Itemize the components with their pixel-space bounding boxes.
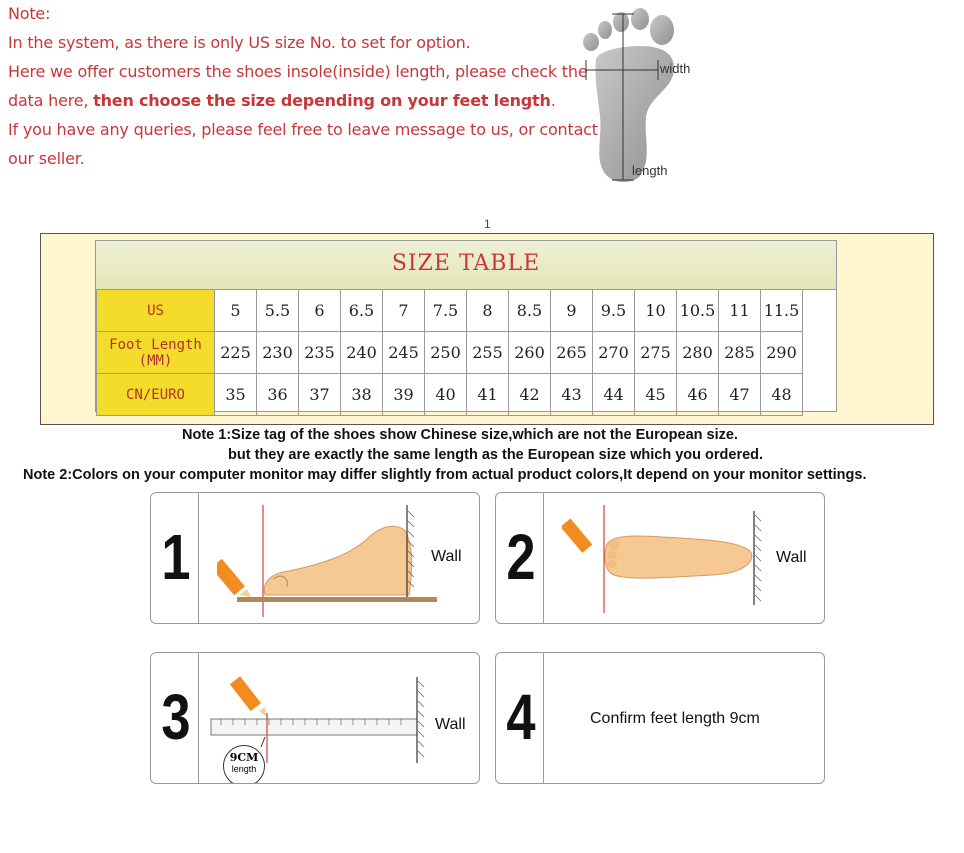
width-label: width [660, 61, 691, 76]
step-number: 1 [161, 521, 191, 593]
table-cell: 43 [551, 374, 593, 416]
table-cell: 280 [677, 332, 719, 374]
table-cell: 37 [299, 374, 341, 416]
step-panel-4 [495, 652, 825, 784]
note-heading: Note: [8, 4, 51, 23]
table-cell: 7.5 [425, 290, 467, 332]
table-cell: 245 [383, 332, 425, 374]
step-number: 4 [506, 681, 536, 753]
table-cell: 40 [425, 374, 467, 416]
note-line-3-regular: data here, [8, 91, 94, 110]
table-cell: 5 [215, 290, 257, 332]
note-line-3-end: . [550, 91, 556, 110]
length-badge-value: 9CM [229, 751, 259, 764]
table-cell: 255 [467, 332, 509, 374]
table-cell: 42 [509, 374, 551, 416]
table-cell: 270 [593, 332, 635, 374]
table-cell: 46 [677, 374, 719, 416]
size-grid [96, 289, 803, 416]
table-cell: 9.5 [593, 290, 635, 332]
panel-divider [198, 653, 199, 783]
table-row-foot-length [97, 332, 803, 374]
note-line-5: our seller. [8, 149, 85, 168]
table-cell: 11 [719, 290, 761, 332]
panel-divider [543, 493, 544, 623]
wall-label: Wall [776, 549, 807, 566]
section-marker: 1 [484, 217, 491, 231]
size-table-frame [40, 233, 934, 425]
table-cell: 10.5 [677, 290, 719, 332]
table-cell: 225 [215, 332, 257, 374]
row-label-us: US [97, 290, 215, 332]
table-cell: 265 [551, 332, 593, 374]
step-panel-1 [150, 492, 480, 624]
size-table-title: SIZE TABLE [391, 251, 541, 276]
row-label-foot-length-line2: (MM) [138, 352, 173, 369]
table-cell: 8.5 [509, 290, 551, 332]
table-row-us [97, 290, 803, 332]
table-cell: 35 [215, 374, 257, 416]
note-line-2: Here we offer customers the shoes insole(inside) length, please check the [8, 62, 588, 81]
table-cell: 275 [635, 332, 677, 374]
table-cell: 11.5 [761, 290, 803, 332]
table-cell: 10 [635, 290, 677, 332]
table-cell: 230 [257, 332, 299, 374]
table-cell: 240 [341, 332, 383, 374]
table-cell: 6 [299, 290, 341, 332]
step-number: 3 [161, 681, 191, 753]
table-cell: 48 [761, 374, 803, 416]
table-cell: 285 [719, 332, 761, 374]
foot-side-pencil-icon [217, 501, 457, 619]
note-line-1: In the system, as there is only US size No. to set for option. [8, 33, 471, 52]
table-cell: 235 [299, 332, 341, 374]
size-table-title-bar [96, 241, 836, 290]
table-cell: 250 [425, 332, 467, 374]
table-cell: 36 [257, 374, 299, 416]
step-number: 2 [506, 521, 536, 593]
note-1-line-1: Note 1:Size tag of the shoes show Chinese size,which are not the European size. [182, 427, 738, 443]
length-badge [223, 745, 265, 784]
table-cell: 41 [467, 374, 509, 416]
table-cell: 38 [341, 374, 383, 416]
step-panel-3 [150, 652, 480, 784]
table-cell: 47 [719, 374, 761, 416]
foot-outline-icon [578, 8, 698, 188]
table-cell: 39 [383, 374, 425, 416]
note-1-line-2: but they are exactly the same length as the European size which you ordered. [228, 447, 764, 463]
table-cell: 5.5 [257, 290, 299, 332]
confirm-length-text: Confirm feet length 9cm [590, 710, 760, 727]
note-line-3-bold: then choose the size depending on your feet length [93, 91, 551, 110]
table-cell: 290 [761, 332, 803, 374]
panel-divider [198, 493, 199, 623]
table-cell: 9 [551, 290, 593, 332]
length-badge-caption: length [231, 764, 257, 774]
table-cell: 45 [635, 374, 677, 416]
row-label-foot-length-line1: Foot Length [109, 336, 202, 353]
size-table [95, 240, 837, 412]
table-cell: 7 [383, 290, 425, 332]
wall-label: Wall [431, 548, 462, 565]
panel-divider [543, 653, 544, 783]
foot-top-pencil-icon [562, 501, 782, 619]
table-row-cn-euro [97, 374, 803, 416]
table-cell: 8 [467, 290, 509, 332]
table-cell: 6.5 [341, 290, 383, 332]
row-label-cn-euro: CN/EURO [97, 374, 215, 416]
length-label: length [632, 163, 668, 178]
wall-label: Wall [435, 716, 466, 733]
note-line-4: If you have any queries, please feel free to leave message to us, or contact [8, 120, 598, 139]
note-2: Note 2:Colors on your computer monitor may differ slightly from actual product colors,It depend on your monitor settings. [23, 467, 867, 483]
table-cell: 44 [593, 374, 635, 416]
step-panel-2 [495, 492, 825, 624]
row-label-foot-length [97, 332, 215, 374]
note-line-3 [8, 91, 556, 110]
table-cell: 260 [509, 332, 551, 374]
